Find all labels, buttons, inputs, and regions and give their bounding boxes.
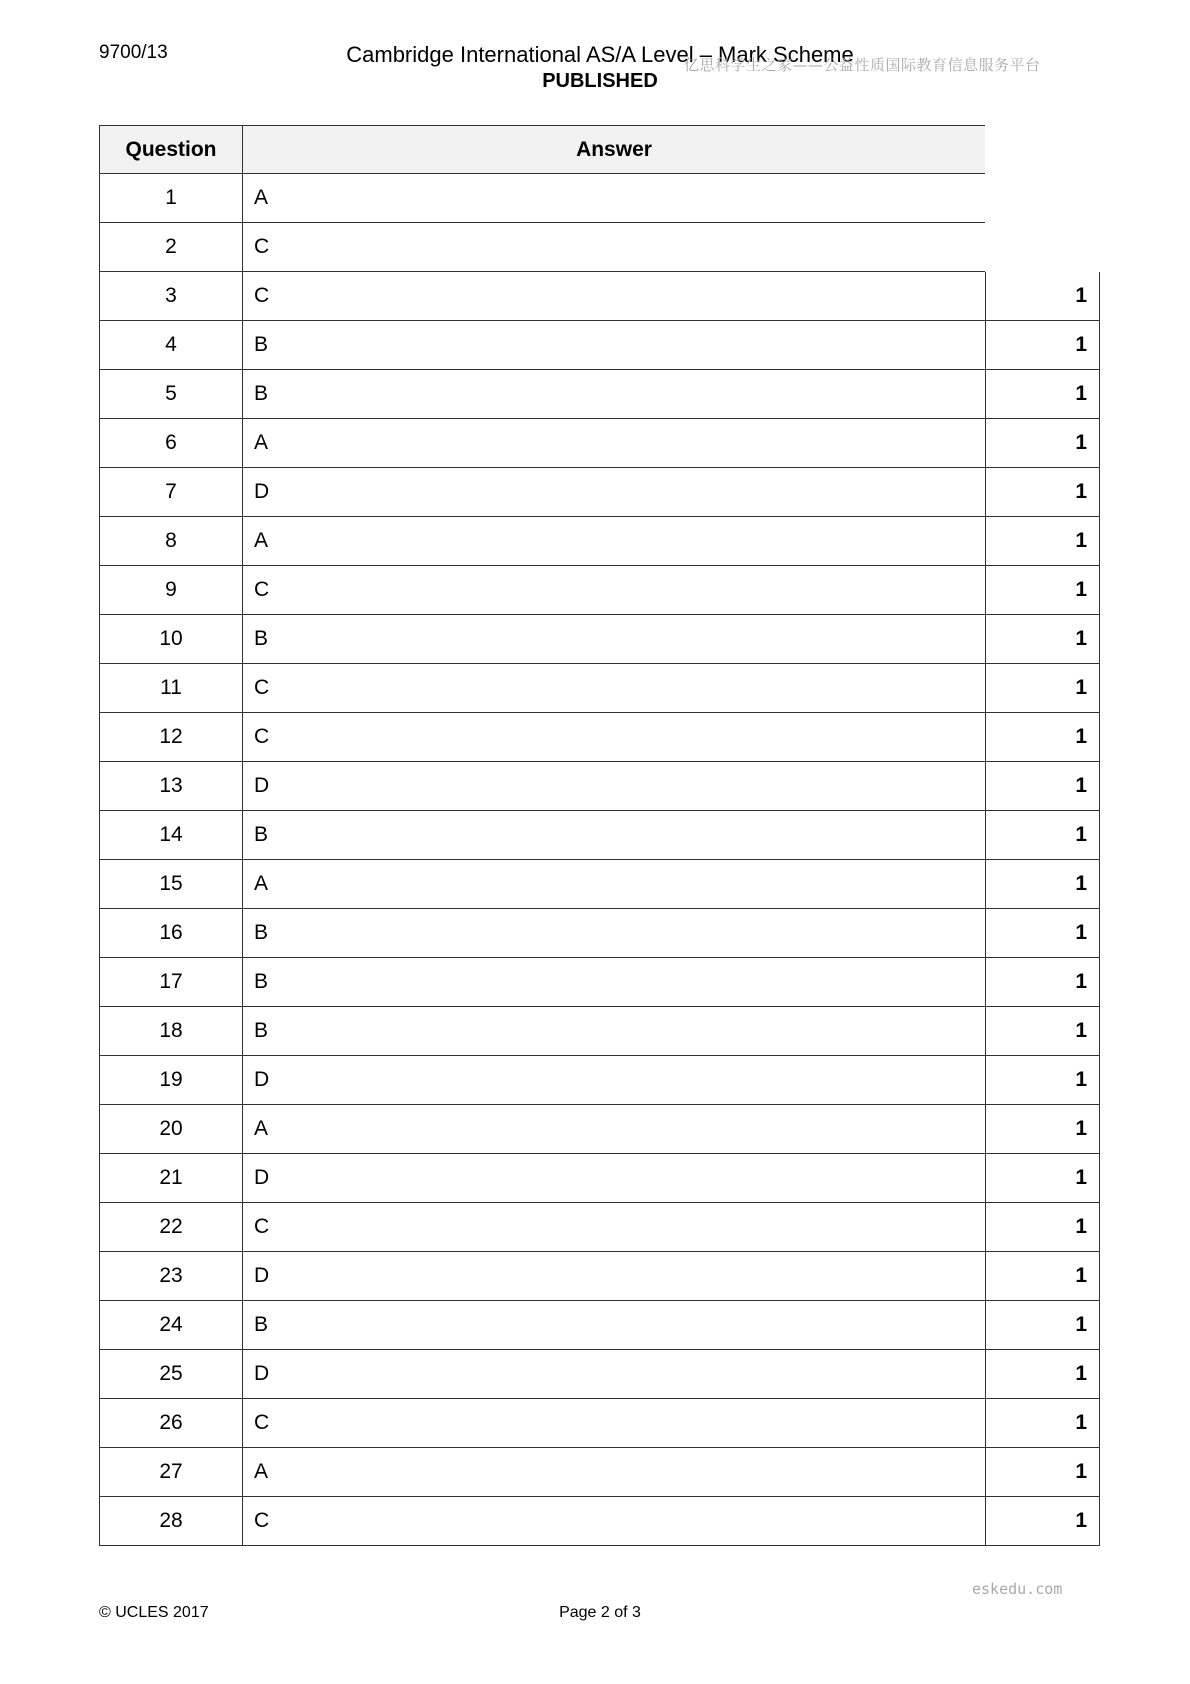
table-row: [99, 174, 1100, 223]
mark-value: 1: [985, 566, 1100, 615]
answer-letter: D: [242, 762, 985, 811]
mark-value: 1: [985, 909, 1100, 958]
answer-letter: C: [242, 1399, 985, 1448]
answer-letter: B: [242, 370, 985, 419]
answer-letter: A: [242, 1105, 985, 1154]
table-row: [99, 811, 1100, 860]
mark-value: 1: [985, 517, 1100, 566]
answer-letter: A: [242, 517, 985, 566]
table-row: [99, 1252, 1100, 1301]
table-row: [99, 664, 1100, 713]
question-number: 4: [99, 321, 242, 370]
question-number: 9: [99, 566, 242, 615]
mark-value: 1: [985, 1399, 1100, 1448]
exam-code: 9700/13: [99, 42, 168, 63]
mark-value: 1: [985, 1056, 1100, 1105]
answer-letter: C: [242, 713, 985, 762]
mark-value: 1: [985, 321, 1100, 370]
answer-letter: A: [242, 1448, 985, 1497]
table-row: [99, 1350, 1100, 1399]
table-row: [99, 566, 1100, 615]
question-number: 15: [99, 860, 242, 909]
answer-letter: D: [242, 1056, 985, 1105]
answer-letter: C: [242, 664, 985, 713]
question-number: 5: [99, 370, 242, 419]
question-number: 10: [99, 615, 242, 664]
table-row: [99, 615, 1100, 664]
answer-letter: B: [242, 909, 985, 958]
question-number: 21: [99, 1154, 242, 1203]
table-row: [99, 419, 1100, 468]
question-number: 13: [99, 762, 242, 811]
table-row: [99, 223, 1100, 272]
answer-letter: A: [242, 174, 985, 223]
table-row: [99, 370, 1100, 419]
copyright: © UCLES 2017: [99, 1604, 209, 1621]
mark-value: 1: [985, 1448, 1100, 1497]
answer-letter: B: [242, 1007, 985, 1056]
question-number: 2: [99, 223, 242, 272]
mark-value: 1: [985, 1203, 1100, 1252]
table-row: [99, 1399, 1100, 1448]
answer-letter: B: [242, 321, 985, 370]
answer-letter: C: [242, 223, 985, 272]
table-row: [99, 1448, 1100, 1497]
mark-value: 1: [985, 468, 1100, 517]
answer-letter: C: [242, 566, 985, 615]
mark-value: 1: [985, 615, 1100, 664]
table-row: [99, 1203, 1100, 1252]
question-number: 3: [99, 272, 242, 321]
answer-letter: B: [242, 811, 985, 860]
mark-value: 1: [985, 419, 1100, 468]
mark-value: 1: [985, 811, 1100, 860]
column-header-answer: Answer: [242, 125, 985, 174]
answer-letter: D: [242, 1252, 985, 1301]
table-row: [99, 1154, 1100, 1203]
answer-letter: A: [242, 419, 985, 468]
question-number: 20: [99, 1105, 242, 1154]
question-number: 18: [99, 1007, 242, 1056]
question-number: 7: [99, 468, 242, 517]
table-row: [99, 1301, 1100, 1350]
watermark-bottom: eskedu.com: [972, 1580, 1063, 1598]
question-number: 27: [99, 1448, 242, 1497]
table-row: [99, 909, 1100, 958]
question-number: 22: [99, 1203, 242, 1252]
watermark-top: 亿思科学生之家——公益性质国际教育信息服务平台: [684, 56, 1041, 74]
question-number: 28: [99, 1497, 242, 1546]
table-row: [99, 272, 1100, 321]
table-row: [99, 321, 1100, 370]
question-number: 19: [99, 1056, 242, 1105]
table-row: [99, 762, 1100, 811]
table-row: [99, 713, 1100, 762]
question-number: 25: [99, 1350, 242, 1399]
answer-letter: D: [242, 1350, 985, 1399]
table-row: [99, 958, 1100, 1007]
table-row: [99, 1105, 1100, 1154]
question-number: 16: [99, 909, 242, 958]
table-row: [99, 1056, 1100, 1105]
question-number: 26: [99, 1399, 242, 1448]
table-row: [99, 517, 1100, 566]
question-number: 8: [99, 517, 242, 566]
mark-value: 1: [985, 370, 1100, 419]
question-number: 17: [99, 958, 242, 1007]
document-subtitle: PUBLISHED: [542, 70, 658, 92]
mark-value: 1: [985, 1007, 1100, 1056]
question-number: 24: [99, 1301, 242, 1350]
table-row: [99, 1007, 1100, 1056]
table-row: [99, 468, 1100, 517]
mark-value: 1: [985, 1497, 1100, 1546]
table-header-row: [99, 125, 1100, 174]
answer-letter: C: [242, 1497, 985, 1546]
question-number: 23: [99, 1252, 242, 1301]
question-number: 6: [99, 419, 242, 468]
column-header-question: Question: [99, 125, 242, 174]
question-number: 14: [99, 811, 242, 860]
question-number: 11: [99, 664, 242, 713]
mark-value: 1: [985, 1301, 1100, 1350]
mark-value: 1: [985, 272, 1100, 321]
table-row: [99, 860, 1100, 909]
question-number: 12: [99, 713, 242, 762]
page-number: Page 2 of 3: [559, 1604, 641, 1621]
table-row: [99, 1497, 1100, 1546]
mark-value: 1: [985, 664, 1100, 713]
mark-value: 1: [985, 1154, 1100, 1203]
answer-letter: B: [242, 1301, 985, 1350]
mark-value: 1: [985, 1252, 1100, 1301]
answer-letter: B: [242, 615, 985, 664]
answer-letter: B: [242, 958, 985, 1007]
answer-letter: C: [242, 272, 985, 321]
mark-value: 1: [985, 1105, 1100, 1154]
answer-letter: D: [242, 468, 985, 517]
mark-value: 1: [985, 1350, 1100, 1399]
mark-value: 1: [985, 762, 1100, 811]
document-title: Cambridge International AS/A Level – Mark Scheme: [346, 42, 854, 67]
answer-letter: C: [242, 1203, 985, 1252]
mark-value: 1: [985, 958, 1100, 1007]
mark-value: 1: [985, 860, 1100, 909]
question-number: 1: [99, 174, 242, 223]
answer-letter: A: [242, 860, 985, 909]
mark-value: 1: [985, 713, 1100, 762]
answer-letter: D: [242, 1154, 985, 1203]
